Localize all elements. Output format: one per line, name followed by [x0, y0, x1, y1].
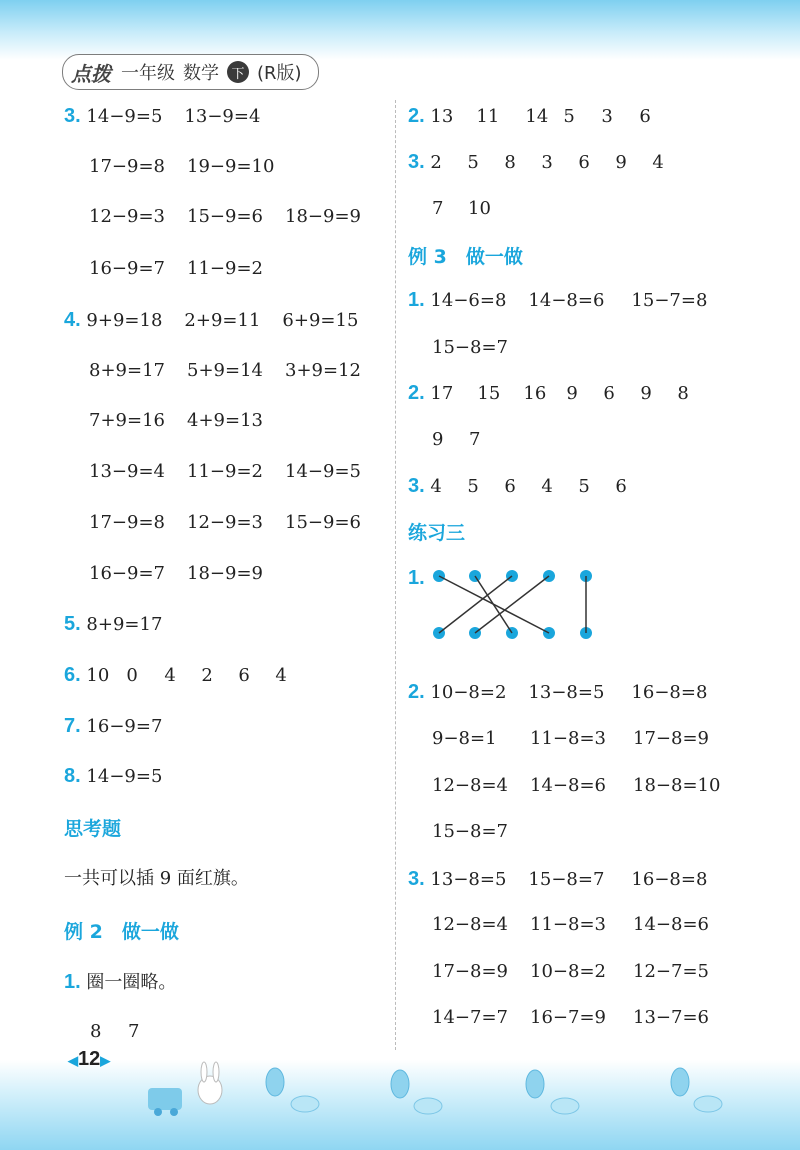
- answer-item: 13−9=4: [184, 106, 261, 127]
- answer-item: 17−8=9: [432, 961, 508, 982]
- edition-label: (R版): [257, 63, 302, 84]
- answer-item: 16−9=7: [86, 716, 163, 737]
- question-number: 3.: [408, 868, 425, 890]
- answer-item: 19−9=10: [187, 156, 275, 177]
- answer-item: 17−8=9: [633, 728, 709, 749]
- answer-item: 11−9=2: [187, 461, 263, 482]
- think-section-title: 思考题: [64, 818, 122, 840]
- answer-item: 9: [432, 429, 444, 450]
- answer-item: 14−9=5: [285, 461, 361, 482]
- answer-item: 4: [275, 665, 287, 686]
- answer-item: 10: [86, 665, 110, 686]
- bottom-illustration: [140, 1060, 740, 1120]
- triangle-right-icon: ▶: [100, 1053, 111, 1068]
- answer-item: 15−9=6: [285, 512, 361, 533]
- answer-item: 18−8=10: [633, 775, 721, 796]
- answer-item: 12−7=5: [633, 961, 709, 982]
- question-number: 3.: [64, 105, 81, 127]
- right-q3-line-2: [432, 197, 491, 221]
- answer-item: 10−8=2: [430, 682, 507, 703]
- left-q4-line-1: [64, 308, 380, 333]
- answer-item: 14−8=6: [633, 914, 709, 935]
- page-number: [68, 1048, 110, 1071]
- answer-item: 圈一圈略。: [86, 972, 177, 993]
- answer-item: 6+9=15: [282, 310, 359, 331]
- question-number: 1.: [408, 289, 425, 311]
- answer-item: 12−8=4: [432, 914, 508, 935]
- question-number: 2.: [408, 681, 425, 703]
- answer-item: 8: [90, 1021, 102, 1042]
- answer-item: 17: [430, 383, 454, 404]
- question-number: 7.: [64, 715, 81, 737]
- answer-item: 14−9=5: [86, 766, 163, 787]
- left-q4-line-3: [89, 409, 285, 433]
- answer-item: 15−7=8: [631, 290, 708, 311]
- answer-item: 14−8=6: [530, 775, 606, 796]
- answer-item: 5: [578, 476, 590, 497]
- answer-item: 12−9=3: [89, 206, 165, 227]
- answer-item: 14: [525, 106, 549, 127]
- answer-item: 9: [566, 383, 578, 404]
- answer-item: 9: [640, 383, 652, 404]
- answer-item: 11−9=2: [187, 258, 263, 279]
- question-number: 5.: [64, 613, 81, 635]
- match-line-4: [475, 576, 549, 633]
- answer-item: 18−9=9: [285, 206, 361, 227]
- left-q4-line-6: [89, 562, 285, 586]
- answer-item: 8+9=17: [89, 360, 165, 381]
- answer-item: 15−8=7: [432, 821, 508, 842]
- practice-q2-line-1: [408, 680, 707, 705]
- tree-icon: [266, 1068, 689, 1098]
- answer-item: 3: [541, 152, 553, 173]
- right-q2: [408, 104, 651, 129]
- answer-item: 8: [677, 383, 689, 404]
- answer-item: 9: [615, 152, 627, 173]
- answer-item: 8+9=17: [86, 614, 163, 635]
- answer-item: 13−9=4: [89, 461, 165, 482]
- bush-icon: [291, 1096, 722, 1114]
- left-q3-line-1: [64, 104, 282, 129]
- answer-item: 16−8=8: [631, 682, 708, 703]
- answer-item: 4: [430, 476, 442, 497]
- answer-item: 13: [430, 106, 454, 127]
- left-q6: [64, 663, 312, 688]
- practice-q3-line-3: [432, 960, 709, 984]
- grade-label: 一年级: [121, 63, 175, 84]
- left-q4-line-4: [89, 460, 383, 484]
- answer-item: 5: [563, 106, 575, 127]
- question-number: 1.: [64, 971, 81, 993]
- answer-item: 7: [432, 198, 444, 219]
- ex3-q1: [408, 288, 707, 313]
- answer-item: 17−9=8: [89, 156, 165, 177]
- practice-3-title: 练习三: [408, 522, 466, 544]
- question-number: 3.: [408, 475, 425, 497]
- left-q4-line-2: [89, 359, 383, 383]
- practice-q2-line-4: [432, 820, 508, 844]
- answer-item: 5+9=14: [187, 360, 263, 381]
- subject-label: 数学: [183, 63, 219, 84]
- answer-item: 6: [603, 383, 615, 404]
- answer-item: 2: [201, 665, 213, 686]
- left-q7: [64, 714, 162, 739]
- left-q3-line-4: [89, 257, 285, 281]
- match-line-2: [475, 576, 512, 633]
- answer-item: 4: [541, 476, 553, 497]
- answer-item: 16−8=8: [631, 869, 708, 890]
- question-number: 1.: [408, 567, 425, 589]
- answer-item: 7: [128, 1021, 140, 1042]
- matching-diagram: [430, 565, 605, 645]
- practice-q3-line-4: [432, 1006, 709, 1030]
- left-q3-line-2: [89, 155, 285, 179]
- left-q5: [64, 612, 162, 637]
- question-number: 3.: [408, 151, 425, 173]
- left-q4-line-5: [89, 511, 383, 535]
- answer-item: 6: [615, 476, 627, 497]
- answer-item: 14−7=7: [432, 1007, 508, 1028]
- answer-item: 7: [469, 429, 481, 450]
- answer-item: 6: [504, 476, 516, 497]
- page-number-value: 12: [78, 1048, 101, 1070]
- answer-item: 11: [476, 106, 500, 127]
- volume-badge: 下: [227, 61, 249, 83]
- question-number: 4.: [64, 309, 81, 331]
- left-q3-line-3: [89, 205, 383, 229]
- answer-item: 10−8=2: [530, 961, 606, 982]
- example-3-title: 例 3 做一做: [408, 246, 523, 268]
- right-q3: [408, 150, 664, 175]
- answer-item: 16−9=7: [89, 258, 165, 279]
- answer-item: 15−8=7: [432, 337, 508, 358]
- ex3-q3: [408, 474, 627, 499]
- answer-item: 14−6=8: [430, 290, 507, 311]
- answer-item: 11−8=3: [530, 914, 606, 935]
- answer-item: 3: [601, 106, 613, 127]
- answer-item: 8: [504, 152, 516, 173]
- answer-item: 13−8=5: [528, 682, 605, 703]
- practice-q3-line-2: [432, 913, 709, 937]
- answer-item: 6: [238, 665, 250, 686]
- brand-logo: 点拨: [71, 61, 111, 86]
- answer-item: 4+9=13: [187, 410, 263, 431]
- column-divider: [395, 100, 396, 1050]
- practice-q3-line-1: [408, 867, 707, 892]
- answer-item: 16−9=7: [89, 563, 165, 584]
- answer-item: 9+9=18: [86, 310, 163, 331]
- match-line-3: [439, 576, 512, 633]
- answer-item: 15: [477, 383, 501, 404]
- answer-item: 6: [639, 106, 651, 127]
- answer-item: 9−8=1: [432, 728, 497, 749]
- answer-item: 13−7=6: [633, 1007, 709, 1028]
- answer-item: 11−8=3: [530, 728, 606, 749]
- answer-item: 16: [523, 383, 547, 404]
- example-2-title: 例 2 做一做: [64, 921, 179, 943]
- question-number: 2.: [408, 382, 425, 404]
- top-decoration: [0, 0, 800, 60]
- practice-q2-line-3: [432, 774, 720, 798]
- answer-item: 13−8=5: [430, 869, 507, 890]
- bunny-icon: [148, 1062, 222, 1116]
- ex3-q1-line-2: [432, 336, 508, 360]
- ex3-q2: [408, 381, 689, 406]
- answer-item: 10: [468, 198, 491, 219]
- left-q8: [64, 764, 162, 789]
- triangle-left-icon: ◀: [68, 1053, 78, 1068]
- question-number: 6.: [64, 664, 81, 686]
- answer-item: 17−9=8: [89, 512, 165, 533]
- ex3-q2-line-2: [432, 428, 480, 452]
- ex2-extra-line: [90, 1020, 139, 1044]
- answer-item: 3+9=12: [285, 360, 361, 381]
- answer-item: 15−8=7: [528, 869, 605, 890]
- answer-item: 2+9=11: [184, 310, 261, 331]
- answer-item: 4: [164, 665, 176, 686]
- page-header: [62, 54, 319, 90]
- answer-item: 5: [467, 152, 479, 173]
- answer-item: 12−8=4: [432, 775, 508, 796]
- answer-item: 7+9=16: [89, 410, 165, 431]
- answer-item: 18−9=9: [187, 563, 263, 584]
- think-answer: 一共可以插 9 面红旗。: [64, 868, 249, 889]
- answer-item: 15−9=6: [187, 206, 263, 227]
- practice-q1: [408, 566, 425, 591]
- question-number: 2.: [408, 105, 425, 127]
- ex2-q1: [64, 970, 176, 995]
- answer-item: 4: [652, 152, 664, 173]
- answer-item: 2: [430, 152, 442, 173]
- answer-item: 6: [578, 152, 590, 173]
- answer-item: 14−8=6: [528, 290, 605, 311]
- answer-item: 16−7=9: [530, 1007, 606, 1028]
- answer-item: 0: [126, 665, 138, 686]
- practice-q2-line-2: [432, 727, 709, 751]
- answer-item: 5: [467, 476, 479, 497]
- answer-item: 12−9=3: [187, 512, 263, 533]
- answer-item: 14−9=5: [86, 106, 163, 127]
- question-number: 8.: [64, 765, 81, 787]
